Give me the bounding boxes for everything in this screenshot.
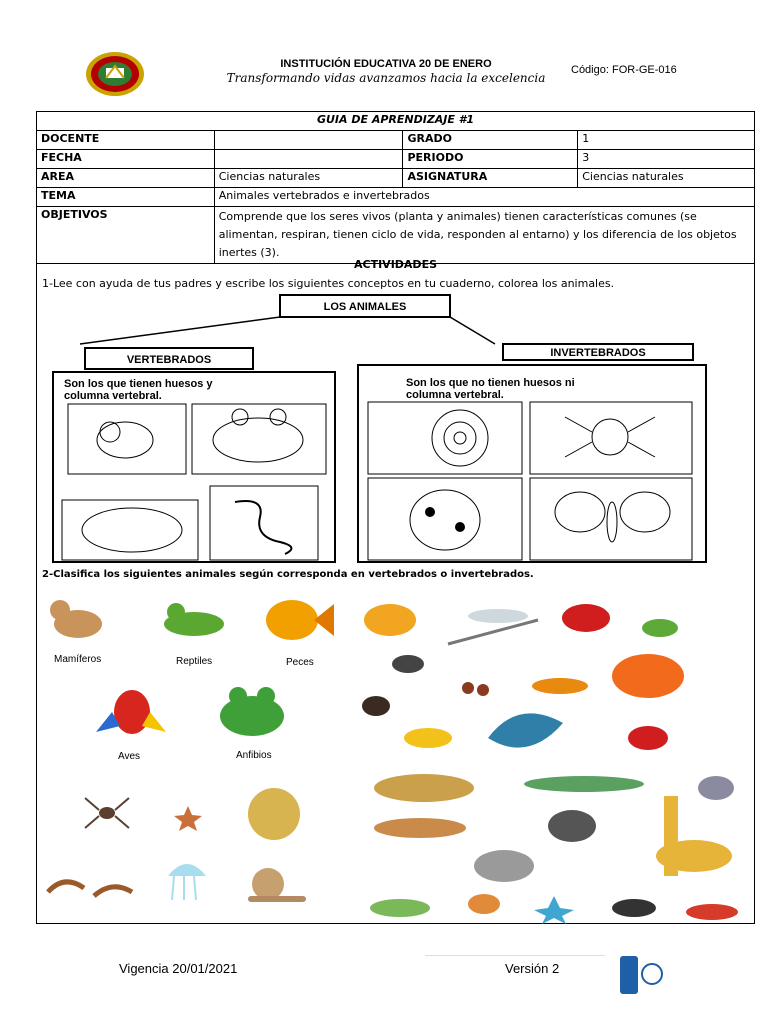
grasshopper-icon <box>642 619 678 637</box>
sponge-icon <box>246 786 302 842</box>
invertebrados-def-line1: Son los que no tienen huesos ni <box>406 377 575 389</box>
ostrich-icon <box>698 776 734 800</box>
spider-icon <box>82 792 132 834</box>
objetivos-label: OBJETIVOS <box>37 207 215 264</box>
asignatura-label: ASIGNATURA <box>403 169 578 188</box>
grado-label: GRADO <box>403 131 578 150</box>
institution-motto: Transformando vidas avanzamos hacia la excelencia <box>226 71 546 85</box>
area-label: AREA <box>37 169 215 188</box>
jellyfish-icon <box>162 856 212 902</box>
fecha-value <box>214 150 403 169</box>
dragonfly-icon <box>448 609 538 644</box>
crocodile-icon <box>156 594 228 644</box>
activity-1-instruction: 1-Lee con ayuda de tus padres y escribe los siguientes conceptos en tu cuaderno, colorea los animales. <box>42 277 615 290</box>
asignatura-value: Ciencias naturales <box>578 169 755 188</box>
category-anfibios: Anfibios <box>236 750 272 761</box>
vertebrates-collage <box>364 766 754 924</box>
frog-icon <box>212 682 288 740</box>
periodo-label: PERIODO <box>403 150 578 169</box>
giraffe-icon <box>656 796 732 876</box>
vertebrados-label: VERTEBRADOS <box>126 354 212 366</box>
lion-icon <box>374 774 474 802</box>
diagram-root-label: LOS ANIMALES <box>323 301 407 313</box>
docente-value <box>214 131 403 150</box>
docente-label: DOCENTE <box>37 131 215 150</box>
invertebrados-def-line2: columna vertebral. <box>406 389 504 401</box>
area-value: Ciencias naturales <box>214 169 403 188</box>
crocodile-small-icon <box>524 776 644 792</box>
invertebrados-label: INVERTEBRADOS <box>550 347 646 359</box>
ladybug-red-icon <box>562 604 610 632</box>
gazelle-icon <box>374 818 466 838</box>
butterfly-orange-icon <box>612 654 684 698</box>
sea-creatures-row-icon <box>370 894 738 924</box>
gorilla-icon <box>548 810 596 842</box>
guide-title: GUIA DE APRENDIZAJE #1 <box>37 112 755 131</box>
category-mamiferos: Mamíferos <box>54 654 102 665</box>
category-peces: Peces <box>286 657 314 668</box>
parrot-icon <box>92 682 170 744</box>
certification-seals-icon <box>618 952 664 998</box>
category-reptiles: Reptiles <box>176 656 213 667</box>
worms-icon <box>44 868 136 902</box>
elephant-icon <box>474 850 534 882</box>
ladybug-yellow-icon <box>364 604 416 636</box>
insects-collage <box>348 588 718 768</box>
dog-icon <box>44 594 108 644</box>
tema-value: Animales vertebrados e invertebrados <box>214 188 754 207</box>
grado-value: 1 <box>578 131 755 150</box>
document-code: Código: FOR-GE-016 <box>571 64 677 76</box>
guide-info-table <box>36 111 755 264</box>
vertebrados-def-line2: columna vertebral. <box>64 390 162 402</box>
animals-concept-diagram <box>50 292 710 564</box>
footer-version: Versión 2 <box>505 961 560 976</box>
ant-icon <box>462 682 489 696</box>
ladybug-small-icon <box>628 726 668 750</box>
fish-icon <box>260 590 336 648</box>
snail-icon <box>238 866 310 906</box>
fly-icon <box>392 655 424 673</box>
fecha-label: FECHA <box>37 150 215 169</box>
butterfly-blue-icon <box>488 713 563 747</box>
school-crest-logo <box>84 48 146 100</box>
activity-2-instruction: 2-Clasifica los siguientes animales según corresponda en vertebrados o invertebrados. <box>42 569 534 580</box>
wasp-icon <box>532 678 588 694</box>
vertebrados-def-line1: Son los que tienen huesos y <box>64 378 213 390</box>
category-aves: Aves <box>118 751 141 762</box>
periodo-value: 3 <box>578 150 755 169</box>
activities-title: ACTIVIDADES <box>354 258 437 271</box>
tarantula-icon <box>362 696 390 716</box>
tema-label: TEMA <box>37 188 215 207</box>
footer-vigencia: Vigencia 20/01/2021 <box>119 961 238 976</box>
institution-name: INSTITUCIÓN EDUCATIVA 20 DE ENERO <box>280 58 492 70</box>
objetivos-value: Comprende que los seres vivos (planta y animales) tienen características comunes (se alimentan, respiran, tienen ciclo de vida, responden al entarno) y los diferencia de los objetos inertes (3). <box>214 207 754 264</box>
footer-divider <box>425 955 605 956</box>
starfish-icon <box>173 804 203 832</box>
bee-icon <box>404 728 452 748</box>
